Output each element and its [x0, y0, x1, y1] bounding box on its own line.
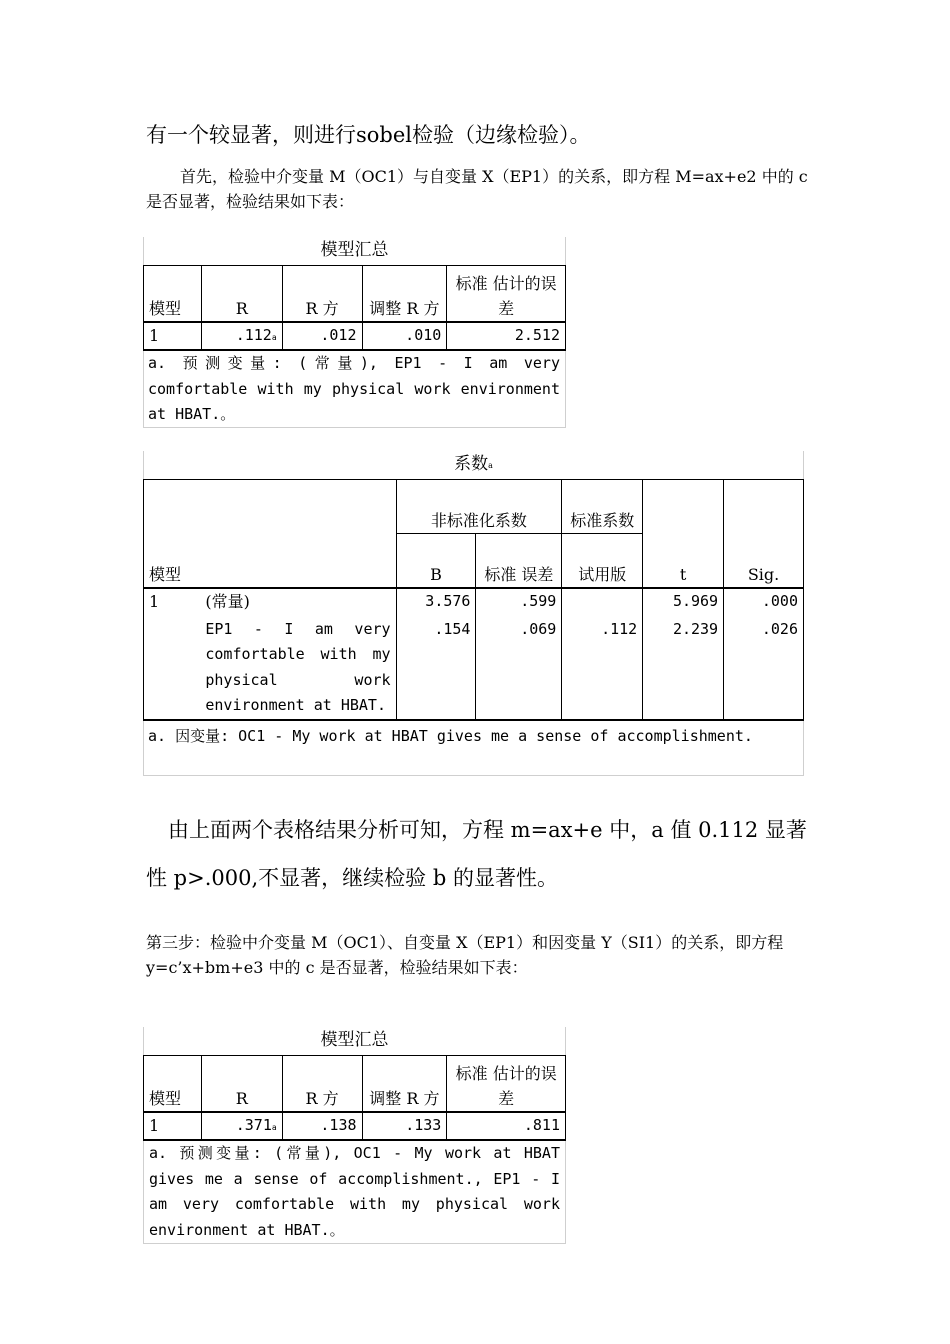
- table2-grid: [143, 479, 804, 721]
- table1-footnote: a. 预测变量: (常量), EP1 - I am very comfortable with my physical work environment at HBAT.。: [148, 354, 560, 423]
- table2-title-wrap: [144, 451, 803, 477]
- analysis-text: 由上面两个表格结果分析可知，方程 m=ax+e 中，a 值 0.112 显著性 p>.000,不显著，继续检验 b 的显著性。: [146, 818, 807, 890]
- table3-r-value: .371: [235, 1116, 272, 1134]
- table3-header-std-error: 标准 估计的误差: [447, 1056, 566, 1112]
- table2-title: 系数: [454, 454, 489, 474]
- step2-paragraph: [146, 164, 811, 214]
- table1-grid: [143, 265, 566, 351]
- table2-footnote: a. 因变量: OC1 - My work at HBAT gives me a sense of accomplishment.: [148, 727, 753, 745]
- table2-row2-sig: .026: [724, 617, 804, 720]
- table3-title: 模型汇总: [320, 1030, 389, 1050]
- step3-text: 第三步：检验中介变量 M（OC1）、自变量 X（EP1）和因变量 Y（SI1）的关系，即方程 y=c’x+bm+e3 中的 c 是否显著，检验结果如下表：: [146, 933, 784, 977]
- table2-row1-beta: [562, 588, 643, 617]
- analysis-paragraph: [146, 806, 811, 902]
- table2-row1-var: (常量): [200, 588, 396, 617]
- table3-header-model: 模型: [144, 1056, 202, 1112]
- table3-cell-r: [201, 1112, 282, 1140]
- table1-header-adj-r-square: 调整 R 方: [362, 266, 447, 322]
- table2-row2-t: 2.239: [643, 617, 724, 720]
- table1-header-r: R: [201, 266, 282, 322]
- table1-title: 模型汇总: [320, 240, 389, 260]
- table1-header-r-square: R 方: [282, 266, 362, 322]
- step2-text: 首先，检验中介变量 M（OC1）与自变量 X（EP1）的关系，即方程 M=ax+e2 中的 c 是否显著，检验结果如下表：: [146, 167, 808, 211]
- table1-header-std-error: 标准 估计的误差: [447, 266, 566, 322]
- table2-row2-se: .069: [476, 617, 562, 720]
- table3-cell-adj-r-square: .133: [362, 1112, 447, 1140]
- table2-row1-se: .599: [476, 588, 562, 617]
- table3-header-r-square: R 方: [282, 1056, 362, 1112]
- table1-r-superscript: a: [271, 333, 277, 342]
- table3-cell-r-square: .138: [282, 1112, 362, 1140]
- table2-row1-sig: .000: [724, 588, 804, 617]
- table1-cell-r-square: .012: [282, 322, 362, 350]
- table3-header-adj-r-square: 调整 R 方: [362, 1056, 447, 1112]
- table2-row2-var: EP1 - I am very comfortable with my physical work environment at HBAT.: [200, 617, 396, 720]
- table2-header-t: t: [643, 480, 724, 588]
- table1-header-model: 模型: [144, 266, 202, 322]
- table3-footnote: a. 预测变量: (常量), OC1 - My work at HBAT gives me a sense of accomplishment., EP1 - I am very comfortable with my physical work environment at HBAT.。: [149, 1144, 560, 1239]
- table1-cell-adj-r-square: .010: [362, 322, 447, 350]
- table2-header-std-error: 标准 误差: [476, 534, 562, 588]
- table1-cell-std-error: 2.512: [447, 322, 566, 350]
- table1-cell-r: [201, 322, 282, 350]
- table3-r-superscript: a: [271, 1123, 277, 1132]
- table2-header-unstandardized: 非标准化系数: [396, 480, 562, 534]
- table1-r-value: .112: [235, 326, 272, 344]
- table-row: [144, 617, 804, 720]
- table3-cell-std-error: .811: [447, 1112, 566, 1140]
- table2-row1-b: 3.576: [396, 588, 476, 617]
- intro-line: 有一个较显著，则进行sobel检验（边缘检验）。: [146, 123, 591, 147]
- table2-row1-t: 5.969: [643, 588, 724, 617]
- table3-header-r: R: [201, 1056, 282, 1112]
- table2-row1-model: 1: [144, 588, 201, 617]
- table2-header-sig: Sig.: [724, 480, 804, 588]
- table2-title-superscript: a: [488, 461, 493, 470]
- table-row: [144, 588, 804, 617]
- table2-row2-beta: .112: [562, 617, 643, 720]
- table2-header-beta: 试用版: [562, 534, 643, 588]
- table2-row2-model: [144, 617, 201, 720]
- table2-header-standardized: 标准系数: [562, 480, 643, 534]
- table2-header-b: B: [396, 534, 476, 588]
- table2-header-model: 模型: [144, 480, 397, 588]
- table1-cell-model: 1: [144, 322, 202, 350]
- table3-grid: [143, 1055, 566, 1141]
- table3-cell-model: 1: [144, 1112, 202, 1140]
- table2-row2-b: .154: [396, 617, 476, 720]
